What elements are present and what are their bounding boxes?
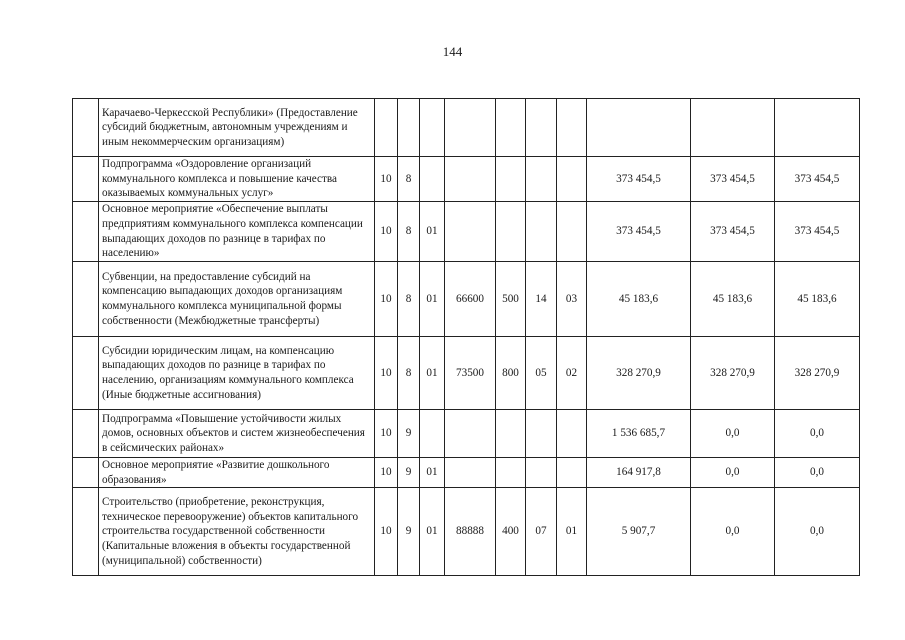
subsection-code: 8 [398,157,420,202]
expense-type-code [496,410,526,458]
table-row [73,202,860,262]
amount-year-3: 373 454,5 [775,157,860,202]
table-row [73,262,860,337]
section-code: 10 [375,202,398,262]
expense-type-code [496,99,526,157]
extra-code-2: 02 [557,337,587,410]
event-code: 01 [420,458,445,488]
subsection-code [398,99,420,157]
row-number-cell [73,458,99,488]
target-article-code [445,458,496,488]
extra-code-1: 14 [526,262,557,337]
event-code [420,99,445,157]
amount-year-2: 0,0 [691,458,775,488]
amount-year-1: 1 536 685,7 [587,410,691,458]
amount-year-1: 5 907,7 [587,488,691,576]
item-name: Основное мероприятие «Развитие дошкольного образования» [99,458,375,488]
item-name: Подпрограмма «Повышение устойчивости жилых домов, основных объектов и систем жизнеобеспечения в сейсмических районах» [99,410,375,458]
item-name: Субсидии юридическим лицам, на компенсацию выпадающих доходов по разнице в тарифах по населению, организациям коммунального комплекса (Иные бюджетные ассигнования) [99,337,375,410]
amount-year-1: 373 454,5 [587,202,691,262]
extra-code-1 [526,202,557,262]
extra-code-2 [557,458,587,488]
section-code: 10 [375,337,398,410]
event-code [420,410,445,458]
budget-table [72,98,860,576]
amount-year-3: 328 270,9 [775,337,860,410]
target-article-code: 66600 [445,262,496,337]
target-article-code [445,410,496,458]
extra-code-1: 07 [526,488,557,576]
amount-year-3: 45 183,6 [775,262,860,337]
item-name: Субвенции, на предоставление субсидий на компенсацию выпадающих доходов организациям коммунального комплекса муниципальной формы собственности (Межбюджетные трансферты) [99,262,375,337]
amount-year-1: 328 270,9 [587,337,691,410]
amount-year-2: 45 183,6 [691,262,775,337]
amount-year-3: 373 454,5 [775,202,860,262]
target-article-code [445,99,496,157]
event-code [420,157,445,202]
subsection-code: 9 [398,458,420,488]
section-code: 10 [375,157,398,202]
target-article-code: 73500 [445,337,496,410]
row-number-cell [73,157,99,202]
expense-type-code: 400 [496,488,526,576]
expense-type-code: 800 [496,337,526,410]
event-code: 01 [420,262,445,337]
amount-year-2 [691,99,775,157]
table-row [73,458,860,488]
extra-code-2 [557,157,587,202]
amount-year-3 [775,99,860,157]
extra-code-2: 01 [557,488,587,576]
target-article-code [445,202,496,262]
row-number-cell [73,337,99,410]
extra-code-1 [526,99,557,157]
item-name: Подпрограмма «Оздоровление организаций коммунального комплекса и повышение качества оказываемых коммунальных услуг» [99,157,375,202]
amount-year-2: 0,0 [691,410,775,458]
item-name: Карачаево-Черкесской Республики» (Предоставление субсидий бюджетным, автономным учреждениям и иным некоммерческим организациям) [99,99,375,157]
subsection-code: 8 [398,202,420,262]
target-article-code [445,157,496,202]
table-row [73,410,860,458]
table-row [73,157,860,202]
expense-type-code [496,458,526,488]
extra-code-2 [557,202,587,262]
amount-year-1: 45 183,6 [587,262,691,337]
extra-code-1: 05 [526,337,557,410]
table-row [73,337,860,410]
amount-year-2: 373 454,5 [691,202,775,262]
subsection-code: 9 [398,410,420,458]
table-row [73,99,860,157]
event-code: 01 [420,337,445,410]
row-number-cell [73,202,99,262]
amount-year-1: 164 917,8 [587,458,691,488]
extra-code-1 [526,410,557,458]
amount-year-3: 0,0 [775,410,860,458]
row-number-cell [73,410,99,458]
expense-type-code [496,157,526,202]
amount-year-1: 373 454,5 [587,157,691,202]
section-code [375,99,398,157]
row-number-cell [73,488,99,576]
amount-year-2: 373 454,5 [691,157,775,202]
amount-year-3: 0,0 [775,458,860,488]
target-article-code: 88888 [445,488,496,576]
page-number: 144 [442,44,463,59]
row-number-cell [73,99,99,157]
extra-code-2 [557,410,587,458]
row-number-cell [73,262,99,337]
expense-type-code [496,202,526,262]
section-code: 10 [375,262,398,337]
item-name: Основное мероприятие «Обеспечение выплаты предприятиям коммунального комплекса компенсации выпадающих доходов по разнице в тарифах по населению» [99,202,375,262]
subsection-code: 8 [398,262,420,337]
section-code: 10 [375,458,398,488]
table-row [73,488,860,576]
amount-year-2: 0,0 [691,488,775,576]
event-code: 01 [420,202,445,262]
section-code: 10 [375,410,398,458]
subsection-code: 9 [398,488,420,576]
extra-code-1 [526,458,557,488]
section-code: 10 [375,488,398,576]
amount-year-3: 0,0 [775,488,860,576]
subsection-code: 8 [398,337,420,410]
extra-code-2: 03 [557,262,587,337]
event-code: 01 [420,488,445,576]
amount-year-2: 328 270,9 [691,337,775,410]
item-name: Строительство (приобретение, реконструкция, техническое перевооружение) объектов капитального строительства государственной собственности (Капитальные вложения в объекты государственной (муниципальной) собственности) [99,488,375,576]
extra-code-2 [557,99,587,157]
amount-year-1 [587,99,691,157]
expense-type-code: 500 [496,262,526,337]
extra-code-1 [526,157,557,202]
